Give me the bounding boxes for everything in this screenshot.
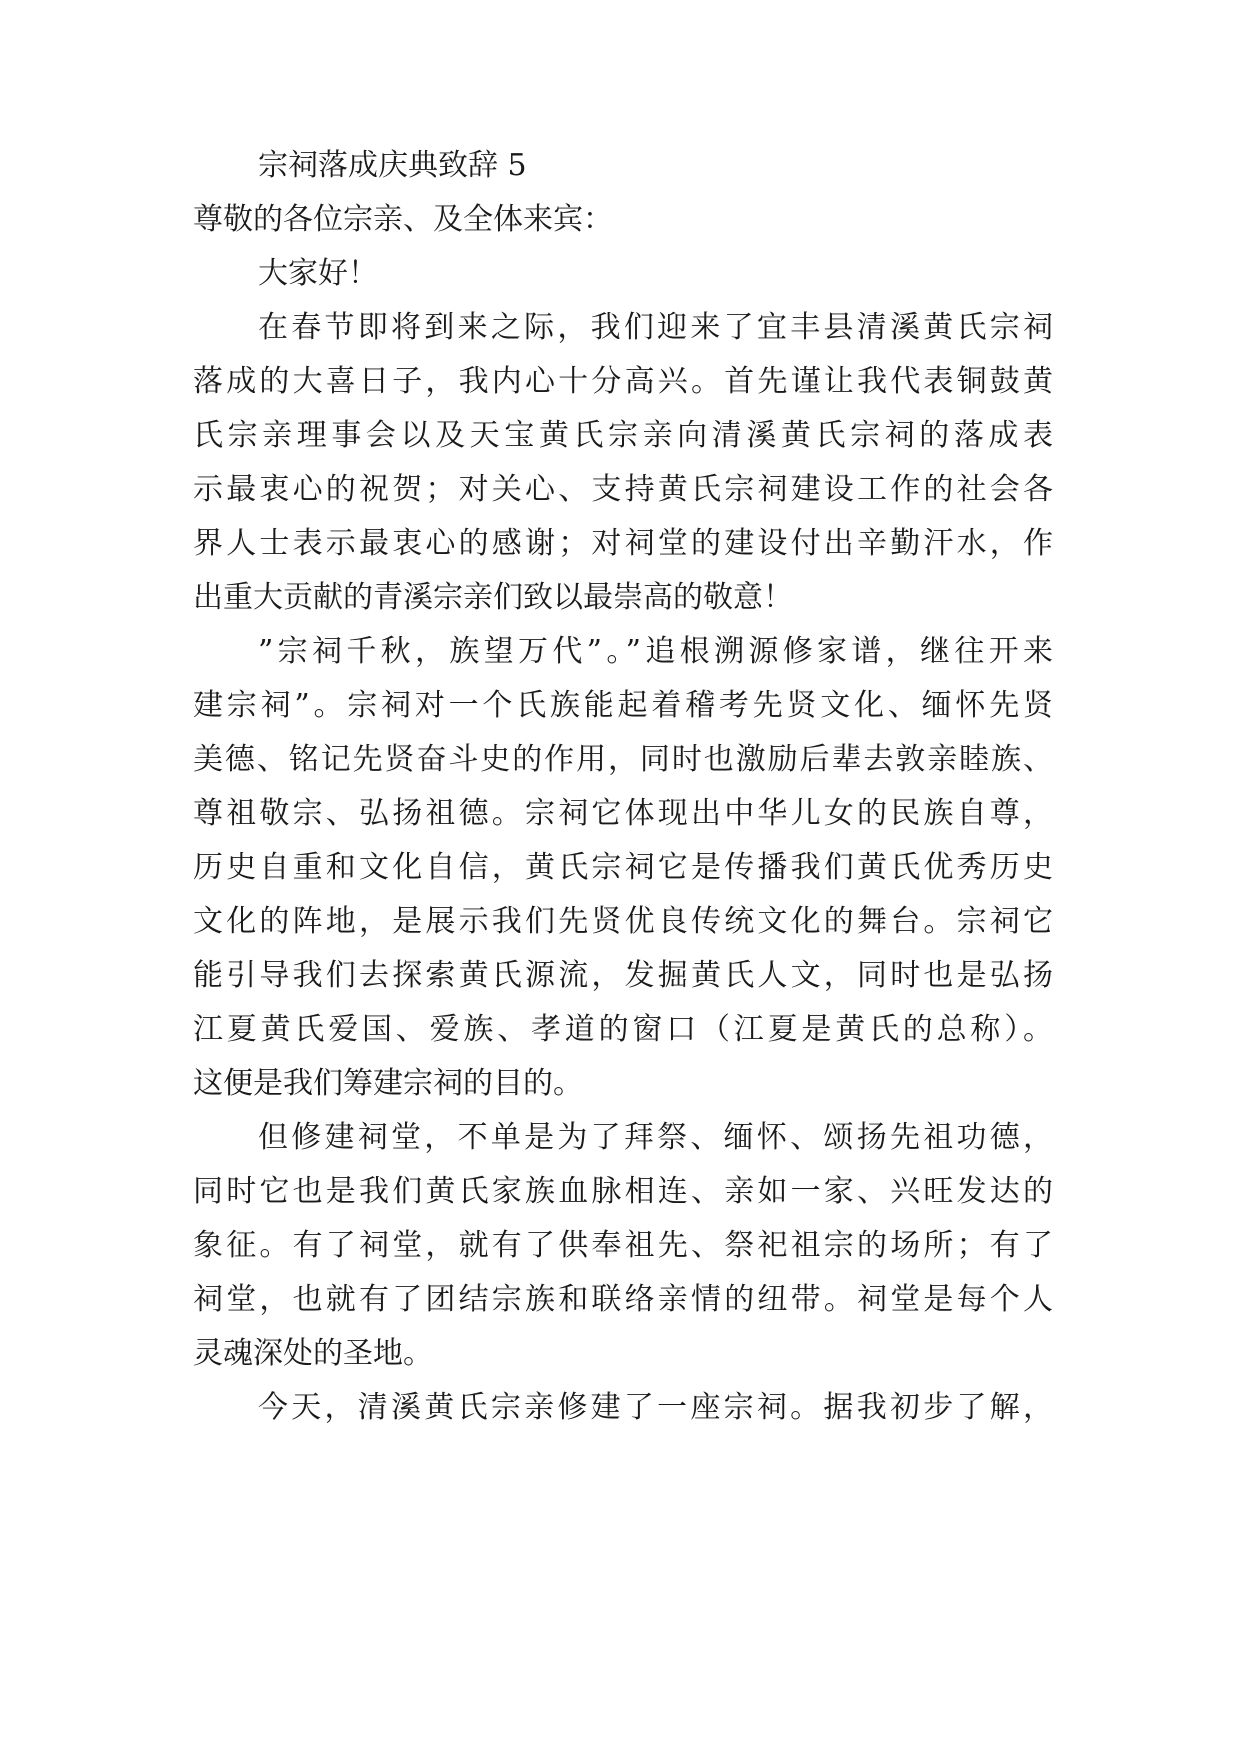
paragraph-3-line: 同时它也是我们黄氏家族血脉相连、亲如一家、兴旺发达的 [193,1174,1053,1209]
paragraph-3-line: 但修建祠堂，不单是为了拜祭、缅怀、颂扬先祖功德， [258,1120,1053,1155]
paragraph-1-line: 出重大贡献的青溪宗亲们致以最崇高的敬意！ [193,580,793,615]
paragraph-3-line: 象征。有了祠堂，就有了供奉祖先、祭祀祖宗的场所；有了 [193,1228,1053,1263]
paragraph-2-line: 尊祖敬宗、弘扬祖德。宗祠它体现出中华儿女的民族自尊， [193,796,1053,831]
paragraph-3-line: 灵魂深处的圣地。 [193,1336,433,1371]
paragraph-2-line: 建宗祠”。宗祠对一个氏族能起着稽考先贤文化、缅怀先贤 [193,688,1053,723]
paragraph-2-line: 这便是我们筹建宗祠的目的。 [193,1066,583,1101]
paragraph-4-line: 今天，清溪黄氏宗亲修建了一座宗祠。据我初步了解， [258,1390,1053,1425]
paragraph-2-line: 美德、铭记先贤奋斗史的作用，同时也激励后辈去敦亲睦族、 [193,742,1053,777]
greeting: 大家好！ [258,256,378,291]
paragraph-1-line: 落成的大喜日子，我内心十分高兴。首先谨让我代表铜鼓黄 [193,364,1053,399]
paragraph-2-line: 文化的阵地，是展示我们先贤优良传统文化的舞台。宗祠它 [193,904,1053,939]
paragraph-2-line: 历史自重和文化自信，黄氏宗祠它是传播我们黄氏优秀历史 [193,850,1053,885]
salutation: 尊敬的各位宗亲、及全体来宾： [193,202,613,237]
paragraph-1-line: 氏宗亲理事会以及天宝黄氏宗亲向清溪黄氏宗祠的落成表 [193,418,1053,453]
paragraph-3-line: 祠堂，也就有了团结宗族和联络亲情的纽带。祠堂是每个人 [193,1282,1053,1317]
paragraph-2-line: 能引导我们去探索黄氏源流，发掘黄氏人文，同时也是弘扬 [193,958,1053,993]
paragraph-2-line: ”宗祠千秋，族望万代”。”追根溯源修家谱，继往开来 [258,634,1053,669]
paragraph-1-line: 界人士表示最衷心的感谢；对祠堂的建设付出辛勤汗水，作 [193,526,1053,561]
document-title: 宗祠落成庆典致辞 5 [258,148,527,183]
paragraph-1-line: 在春节即将到来之际，我们迎来了宜丰县清溪黄氏宗祠 [258,310,1053,345]
paragraph-2-line: 江夏黄氏爱国、爱族、孝道的窗口（江夏是黄氏的总称）。 [193,1012,1053,1047]
paragraph-1-line: 示最衷心的祝贺；对关心、支持黄氏宗祠建设工作的社会各 [193,472,1053,507]
